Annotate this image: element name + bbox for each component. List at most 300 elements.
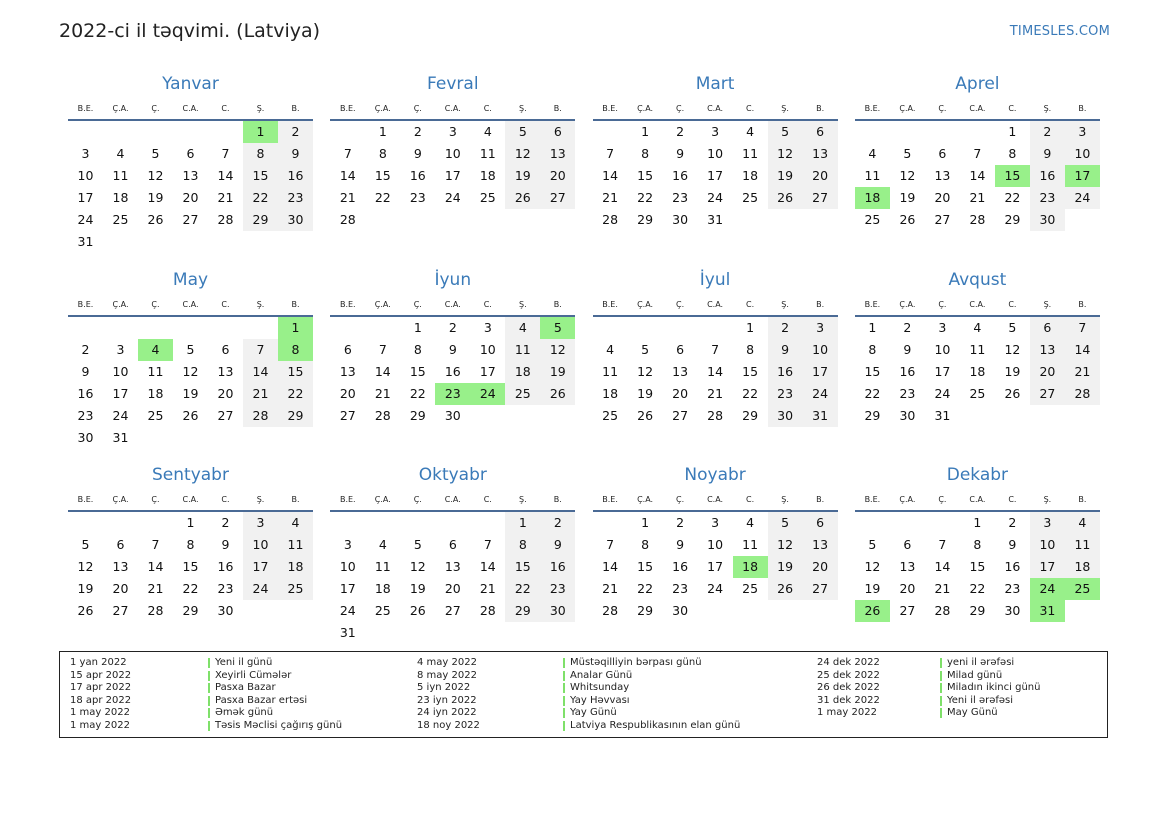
holiday-day-cell: 4 [138,339,173,361]
day-cell: 2 [676,124,685,139]
day-cell: 20 [899,581,916,596]
day-cell: 3 [1030,512,1065,534]
day-cell: 31 [803,405,838,427]
day-cell: 24 [707,190,724,205]
weekday-label: B.E. [864,495,881,504]
day-cell: 11 [602,363,619,379]
day-cell: 8 [505,534,540,556]
weekday-label: Ç.A. [112,299,129,309]
day-cell: 20 [182,190,199,205]
legend-holiday-text: Yeni il ərəfəsi [947,694,1014,706]
day-cell: 18 [742,168,759,183]
day-cell: 26 [1004,385,1021,401]
weekday-label: Ş. [1043,495,1052,504]
day-cell: 25 [742,581,759,596]
weekday-label: C.A. [707,495,724,504]
weekday-label: Ç. [676,104,685,113]
weekday-label: C.A. [969,299,986,309]
day-cell: 1 [746,319,755,335]
day-cell: 5 [641,341,650,357]
day-cell: 13 [1030,339,1065,361]
holiday-marker [940,658,942,668]
holiday-day-cell: 1 [278,317,313,339]
weekday-label: C.A. [444,299,461,309]
legend-date: 18 noy 2022 [417,720,480,731]
day-cell: 3 [938,319,947,335]
day-cell: 21 [217,190,234,205]
day-cell: 20 [540,165,575,187]
holiday-marker [208,708,210,718]
weekday-label: Ç. [151,495,160,504]
day-cell: 30 [672,212,689,227]
weekday-label: B.E. [77,299,94,309]
weekday-label: C.A. [969,104,986,113]
weekday-label: Ş. [256,299,265,309]
day-cell: 6 [803,121,838,143]
day-cell: 9 [676,537,685,552]
day-cell: 20 [934,190,951,205]
day-cell: 13 [339,363,356,379]
day-cell: 12 [77,559,94,574]
legend-holiday-text: Pasxa Bazar [215,682,276,694]
day-cell: 8 [868,341,877,357]
weekday-label: Ç. [938,495,947,504]
day-cell: 10 [1065,143,1100,165]
day-cell: 3 [711,124,720,139]
day-cell: 26 [768,578,803,600]
day-cell: 19 [77,581,94,596]
day-cell: 16 [409,168,426,183]
day-cell: 10 [1030,534,1065,556]
legend-holiday-name [208,720,342,733]
weekday-label: Ç.A. [637,495,654,504]
day-cell: 23 [672,190,689,205]
day-cell: 3 [803,317,838,339]
legend-holiday-name [208,707,273,720]
day-cell: 2 [1030,121,1065,143]
legend-holiday-name [940,657,1014,670]
day-cell: 29 [969,603,986,618]
day-cell: 21 [707,385,724,401]
day-cell: 22 [409,385,426,401]
day-cell: 25 [147,407,164,423]
day-cell: 31 [934,407,951,423]
day-cell: 19 [1004,363,1021,379]
day-cell: 19 [637,385,654,401]
legend-holiday-text: Yay Günü [570,707,617,719]
day-cell: 9 [768,339,803,361]
weekday-label: Ş. [518,104,527,113]
day-cell: 10 [243,534,278,556]
month-name: Avqust [948,269,1007,290]
day-cell: 14 [479,559,496,574]
day-cell: 3 [343,537,352,552]
day-cell: 13 [899,559,916,574]
month-name: May [172,269,209,290]
weekday-label: C. [1008,104,1017,113]
legend-date: 25 dek 2022 [817,669,880,681]
day-cell: 17 [1030,556,1065,578]
legend-date: 1 may 2022 [817,707,877,719]
holiday-marker [208,658,210,668]
legend-date: 4 may 2022 [417,657,477,668]
day-cell: 6 [540,121,575,143]
legend-holiday-text: Yay Həvvası [570,694,630,706]
day-cell: 3 [711,515,720,530]
day-cell: 12 [147,168,164,183]
day-cell: 28 [374,407,391,423]
day-cell: 13 [934,168,951,183]
day-cell: 12 [409,559,426,574]
weekday-label: B. [291,495,300,504]
day-cell: 24 [77,212,94,227]
weekday-label: Ç.A. [637,299,654,309]
day-cell: 15 [969,559,986,574]
day-cell: 25 [112,212,129,227]
month-name: Noyabr [684,465,746,485]
day-cell: 22 [1004,190,1021,205]
holiday-marker [563,696,565,706]
day-cell: 12 [768,534,803,556]
day-cell: 8 [973,537,982,552]
day-cell: 29 [243,209,278,231]
day-cell: 27 [444,603,461,618]
day-cell: 9 [1030,143,1065,165]
day-cell: 21 [147,581,164,596]
page-title: 2022-ci il təqvimi. (Latviya) [59,20,321,42]
day-cell: 13 [182,168,199,183]
day-cell: 15 [182,559,199,574]
day-cell: 6 [1030,317,1065,339]
weekday-label: Ç.A. [899,104,916,113]
month-name: Yanvar [162,74,219,94]
day-cell: 15 [505,556,540,578]
day-cell: 1 [868,319,877,335]
weekday-label: B. [1078,104,1087,113]
holiday-marker [563,683,565,693]
day-cell: 10 [707,537,724,552]
weekday-label: B. [816,104,825,113]
weekday-label: Ç. [151,104,160,113]
legend-date: 31 dek 2022 [817,694,880,706]
day-cell: 12 [864,559,881,574]
day-cell: 2 [278,121,313,143]
day-cell: 22 [374,190,391,205]
day-cell: 23 [672,581,689,596]
day-cell: 13 [217,363,234,379]
day-cell: 4 [746,515,755,530]
holiday-marker [563,671,565,681]
day-cell: 5 [903,146,912,161]
day-cell: 16 [540,556,575,578]
day-cell: 22 [637,581,654,596]
day-cell: 27 [803,578,838,600]
day-cell: 29 [1004,212,1021,227]
weekday-label: C.A. [182,104,199,113]
day-cell: 11 [479,146,496,161]
weekday-label: Ç. [413,104,422,113]
day-cell: 16 [444,363,461,379]
holiday-marker [563,721,565,731]
holiday-day-cell: 25 [1065,578,1100,600]
day-cell: 2 [221,515,230,530]
weekday-label: B. [553,299,562,309]
day-cell: 20 [444,581,461,596]
holiday-marker [940,683,942,693]
legend-holiday-text: Xeyirli Cümələr [215,669,292,681]
day-cell: 2 [768,317,803,339]
day-cell: 15 [374,168,391,183]
day-cell: 11 [278,534,313,556]
day-cell: 6 [903,537,912,552]
day-cell: 30 [672,603,689,618]
weekday-label: B.E. [602,495,618,504]
day-cell: 11 [1065,534,1100,556]
weekday-label: Ş. [256,495,265,504]
day-cell: 12 [182,363,199,379]
day-cell: 18 [602,385,619,401]
day-cell: 28 [707,407,724,423]
day-cell: 14 [602,168,619,183]
day-cell: 4 [378,537,387,552]
holiday-marker [208,671,210,681]
day-cell: 18 [479,168,496,183]
day-cell: 21 [934,581,951,596]
day-cell: 7 [483,537,492,552]
day-cell: 8 [641,537,650,552]
legend-holiday-name [940,682,1040,695]
day-cell: 4 [973,319,982,335]
weekday-label: B. [291,299,300,309]
month-name: İyun [434,269,472,290]
day-cell: 11 [147,363,164,379]
holiday-day-cell: 23 [435,383,470,405]
day-cell: 30 [77,429,94,445]
day-cell: 19 [540,361,575,383]
day-cell: 8 [378,146,387,161]
legend-holiday-name [563,670,632,683]
day-cell: 7 [343,146,352,161]
holiday-day-cell: 18 [733,556,768,578]
day-cell: 18 [505,361,540,383]
day-cell: 25 [479,190,496,205]
brand-link[interactable]: TIMESLES.COM [1009,24,1110,39]
day-cell: 19 [409,581,426,596]
day-cell: 21 [479,581,496,596]
day-cell: 22 [864,385,881,401]
weekday-label: C.A. [182,299,199,309]
day-cell: 19 [147,190,164,205]
day-cell: 14 [707,363,724,379]
weekday-label: Ş. [518,299,527,309]
day-cell: 9 [81,363,90,379]
day-cell: 11 [969,341,986,357]
day-cell: 7 [151,537,160,552]
day-cell: 27 [803,187,838,209]
day-cell: 19 [182,385,199,401]
day-cell: 21 [243,383,278,405]
day-cell: 17 [77,190,94,205]
day-cell: 18 [147,385,164,401]
day-cell: 10 [479,341,496,357]
weekday-label: C. [221,104,230,113]
day-cell: 21 [602,190,619,205]
weekday-label: C. [483,299,492,309]
day-cell: 1 [641,124,650,139]
weekday-label: Ş. [256,104,265,113]
legend-holiday-name [208,695,307,708]
legend-holiday-name [208,682,276,695]
day-cell: 29 [505,600,540,622]
weekday-label: Ş. [781,104,789,113]
holiday-marker [208,721,210,731]
day-cell: 29 [637,212,654,227]
day-cell: 7 [938,537,947,552]
day-cell: 26 [768,187,803,209]
weekday-label: Ş. [781,495,789,504]
day-cell: 11 [742,537,759,552]
day-cell: 31 [339,625,356,640]
legend-holiday-text: Milad günü [947,669,1003,681]
legend-date: 17 apr 2022 [70,682,132,694]
day-cell: 10 [803,339,838,361]
day-cell: 30 [1030,209,1065,231]
day-cell: 9 [278,143,313,165]
day-cell: 7 [606,146,615,161]
weekday-label: C.A. [969,495,986,504]
day-cell: 5 [768,512,803,534]
legend-holiday-text: Təsis Məclisi çağırış günü [215,720,343,731]
day-cell: 23 [278,187,313,209]
day-cell: 20 [112,581,129,596]
weekday-label: Ç.A. [112,104,129,113]
day-cell: 12 [637,363,654,379]
holiday-day-cell: 24 [1030,578,1065,600]
day-cell: 18 [969,363,986,379]
day-cell: 16 [278,165,313,187]
day-cell: 14 [602,559,619,574]
weekday-label: B. [1078,299,1087,309]
day-cell: 1 [973,515,982,530]
holiday-marker [940,708,942,718]
day-cell: 6 [186,146,195,161]
weekday-label: C. [483,104,492,113]
month-name: Fevral [427,74,479,94]
holiday-day-cell: 15 [995,165,1030,187]
day-cell: 28 [339,212,356,227]
day-cell: 18 [374,581,391,596]
holiday-marker [940,696,942,706]
day-cell: 8 [243,143,278,165]
legend-holiday-name [940,707,998,720]
day-cell: 21 [969,190,986,205]
legend-holiday-name [208,670,291,683]
day-cell: 2 [903,319,912,335]
day-cell: 1 [641,515,650,530]
day-cell: 4 [746,124,755,139]
day-cell: 28 [934,603,951,618]
day-cell: 26 [899,212,916,227]
day-cell: 15 [278,361,313,383]
day-cell: 29 [278,405,313,427]
day-cell: 9 [221,537,230,552]
day-cell: 12 [899,168,916,183]
legend-holiday-text: Müstəqilliyin bərpası günü [570,657,702,668]
weekday-label: B. [816,299,825,309]
holiday-marker [940,671,942,681]
day-cell: 20 [803,556,838,578]
legend-holiday-text: Analar Günü [570,669,633,681]
day-cell: 25 [969,385,986,401]
day-cell: 23 [409,190,426,205]
day-cell: 22 [742,385,759,401]
day-cell: 25 [864,212,881,227]
day-cell: 16 [1030,165,1065,187]
day-cell: 20 [339,385,356,401]
day-cell: 25 [505,383,540,405]
weekday-label: Ş. [1043,104,1052,113]
day-cell: 21 [602,581,619,596]
day-cell: 8 [746,341,755,357]
weekday-label: Ç.A. [374,495,391,504]
day-cell: 30 [899,407,916,423]
day-cell: 2 [1008,515,1017,530]
day-cell: 15 [742,363,759,379]
day-cell: 22 [637,190,654,205]
weekday-label: B.E. [602,299,618,309]
weekday-label: Ç. [938,299,947,309]
day-cell: 4 [483,124,492,139]
month-name: Oktyabr [418,465,487,485]
day-cell: 10 [112,363,129,379]
day-cell: 6 [221,341,230,357]
day-cell: 23 [540,578,575,600]
day-cell: 13 [444,559,461,574]
legend-date: 15 apr 2022 [70,669,132,681]
day-cell: 17 [707,559,724,574]
day-cell: 29 [182,603,199,618]
day-cell: 16 [672,559,689,574]
day-cell: 1 [413,319,422,335]
day-cell: 18 [278,556,313,578]
day-cell: 15 [637,168,654,183]
day-cell: 26 [409,603,426,618]
holiday-day-cell: 8 [278,339,313,361]
day-cell: 27 [217,407,234,423]
day-cell: 16 [672,168,689,183]
day-cell: 6 [803,512,838,534]
weekday-label: C. [746,299,755,309]
day-cell: 9 [1008,537,1017,552]
day-cell: 14 [339,168,356,183]
day-cell: 23 [768,383,803,405]
day-cell: 10 [707,146,724,161]
weekday-label: C. [746,104,755,113]
day-cell: 17 [707,168,724,183]
day-cell: 27 [182,212,199,227]
day-cell: 25 [278,578,313,600]
weekday-label: B. [816,495,825,504]
holiday-day-cell: 5 [540,317,575,339]
day-cell: 26 [77,603,94,618]
day-cell: 15 [864,363,881,379]
day-cell: 2 [676,515,685,530]
day-cell: 17 [934,363,951,379]
day-cell: 5 [186,341,195,357]
day-cell: 27 [1030,383,1065,405]
day-cell: 6 [116,537,125,552]
day-cell: 30 [540,600,575,622]
